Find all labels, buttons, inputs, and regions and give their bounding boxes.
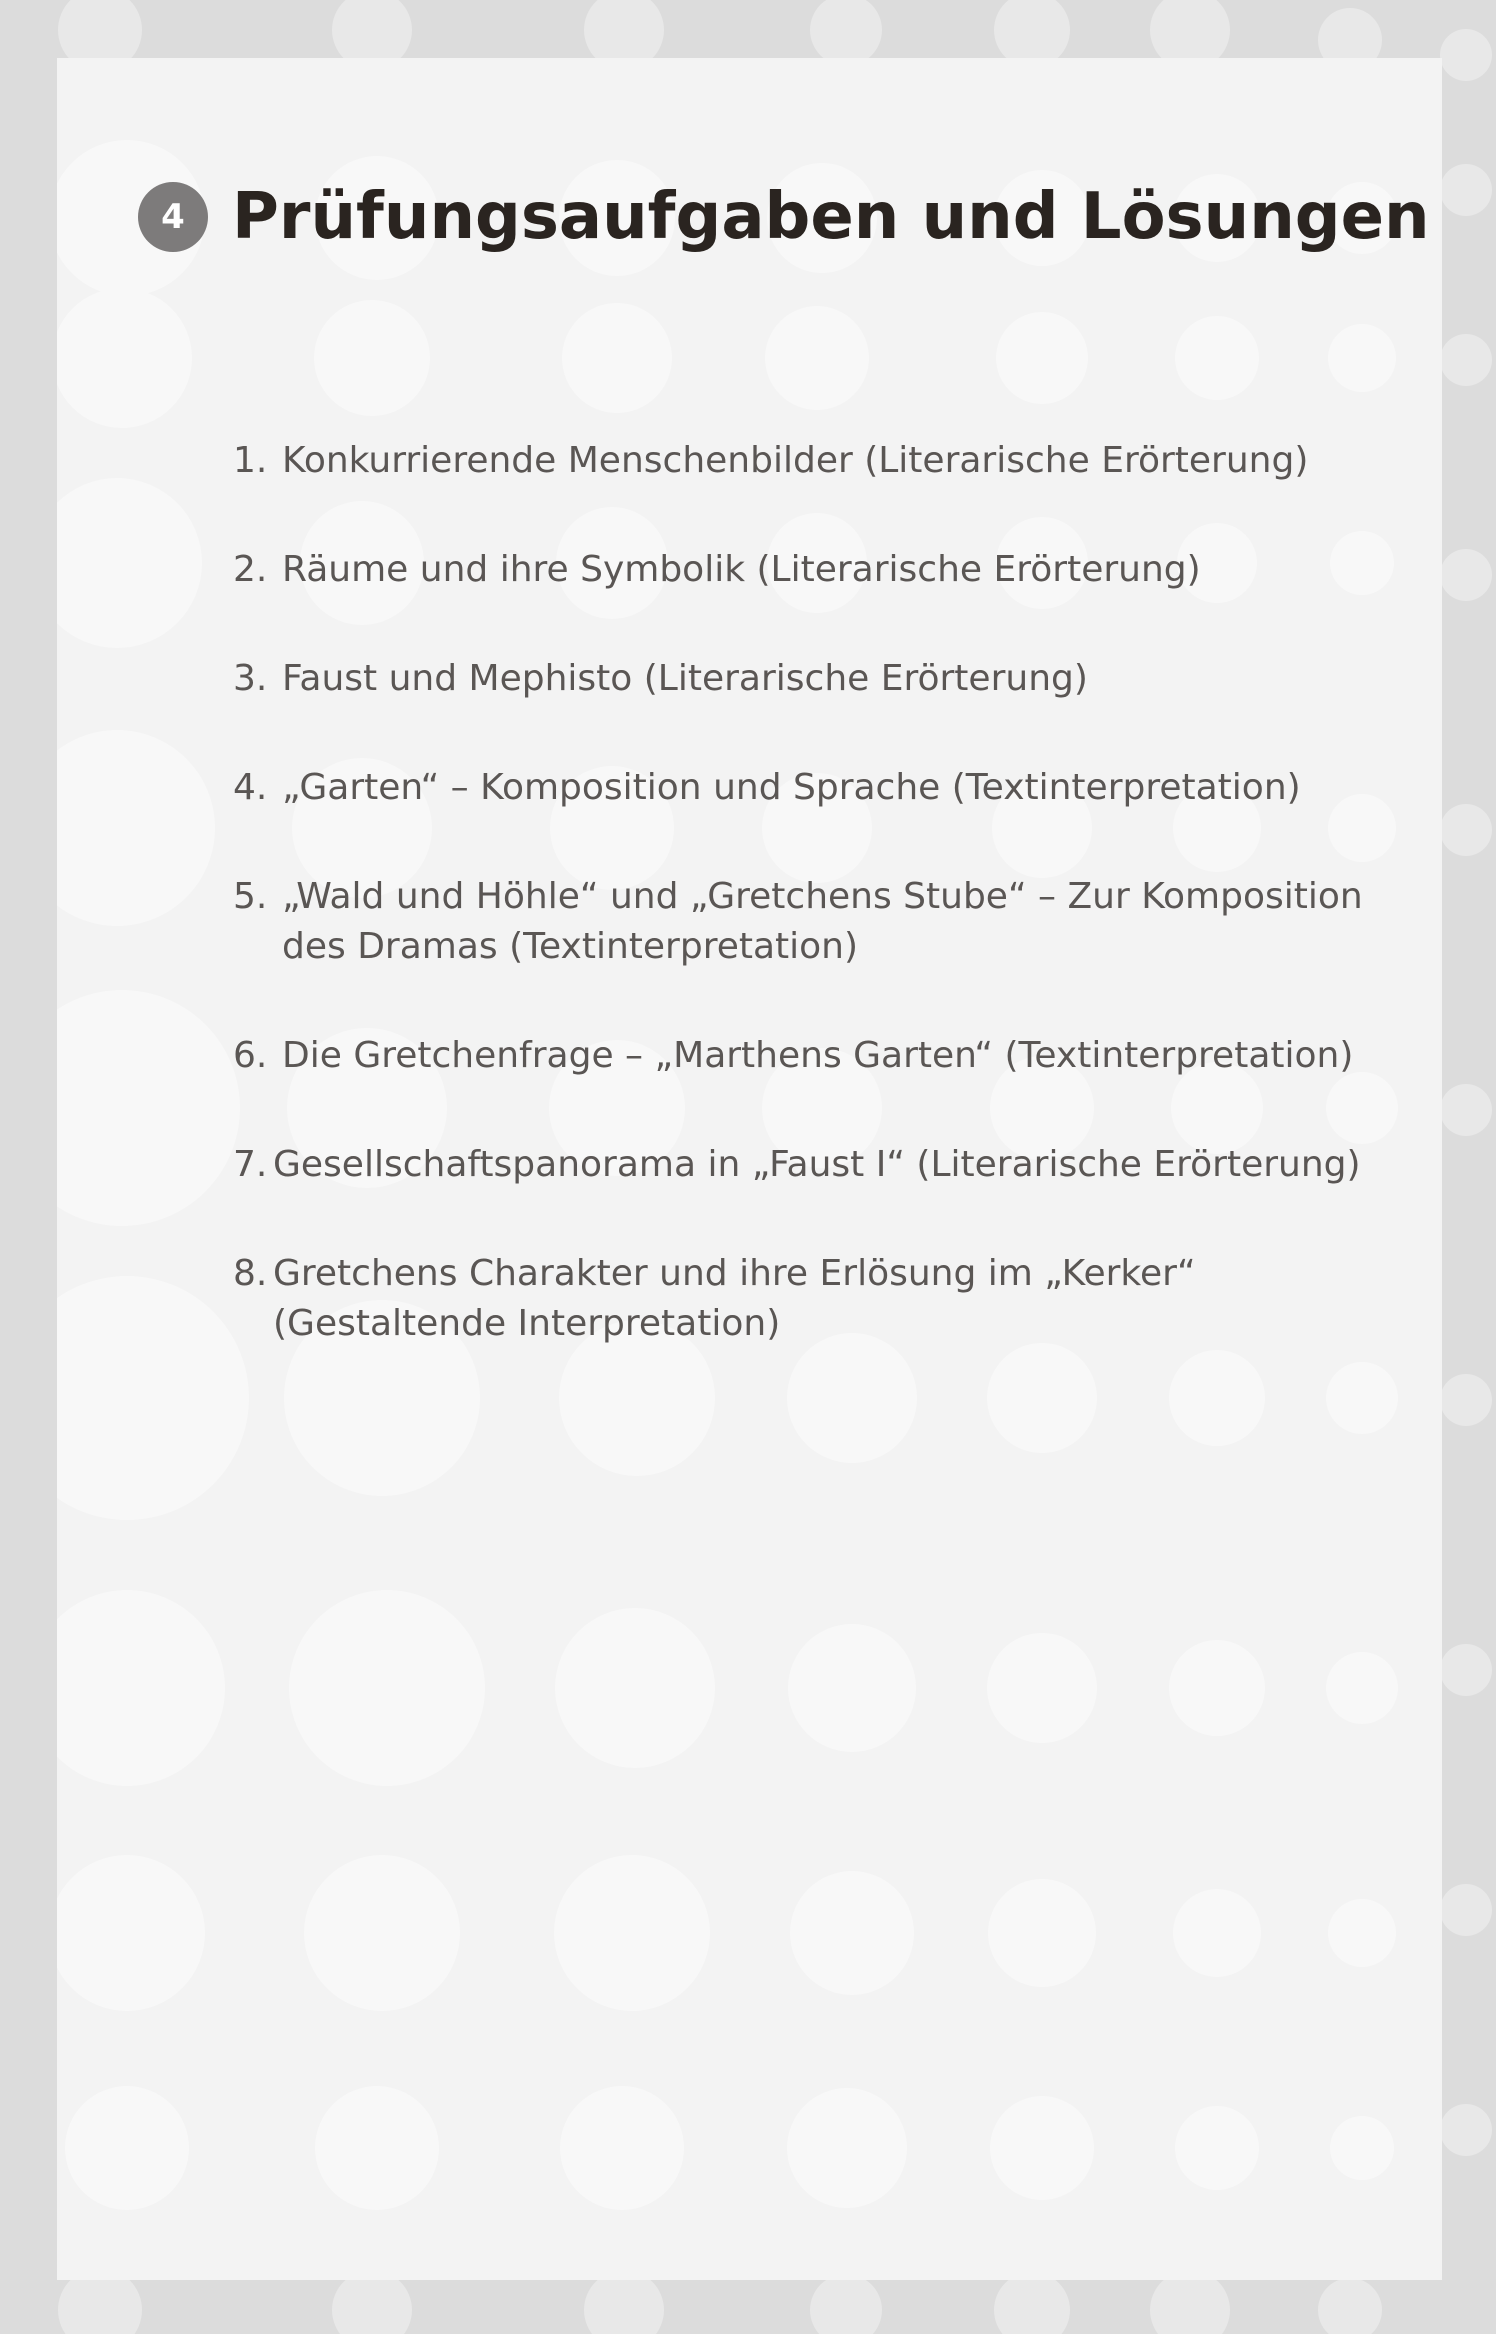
task-number: 8. bbox=[233, 1253, 268, 1294]
task-number: 4. bbox=[233, 767, 268, 808]
task-number: 1. bbox=[233, 440, 268, 481]
task-number: 6. bbox=[233, 1035, 268, 1076]
task-text: Gesellschaftspanorama in „Faust I“ (Literarische Erörterung) bbox=[273, 1144, 1361, 1185]
chapter-header bbox=[138, 180, 1430, 254]
task-list bbox=[233, 436, 1393, 1408]
task-item bbox=[233, 1249, 1393, 1349]
task-number: 3. bbox=[233, 658, 268, 699]
task-text: Gretchens Charakter und ihre Erlösung im „Kerker“ (Gestaltende Interpretation) bbox=[273, 1253, 1196, 1344]
page-card bbox=[57, 58, 1442, 2280]
task-item bbox=[233, 654, 1393, 704]
task-item bbox=[233, 763, 1393, 813]
task-text: Die Gretchenfrage – „Marthens Garten“ (Textinterpretation) bbox=[282, 1035, 1354, 1076]
task-item bbox=[233, 545, 1393, 595]
task-number: 7. bbox=[233, 1144, 268, 1185]
task-text: „Garten“ – Komposition und Sprache (Textinterpretation) bbox=[282, 767, 1301, 808]
task-text: „Wald und Höhle“ und „Gretchens Stube“ – Zur Komposition des Dramas (Textinterpretation) bbox=[282, 876, 1363, 967]
task-item bbox=[233, 872, 1393, 972]
task-item bbox=[233, 1140, 1393, 1190]
chapter-number-badge: 4 bbox=[138, 182, 208, 252]
task-number: 5. bbox=[233, 876, 268, 917]
task-item bbox=[233, 436, 1393, 486]
task-item bbox=[233, 1031, 1393, 1081]
task-number: 2. bbox=[233, 549, 268, 590]
task-text: Konkurrierende Menschenbilder (Literarische Erörterung) bbox=[282, 440, 1309, 481]
task-text: Faust und Mephisto (Literarische Erörterung) bbox=[282, 658, 1088, 699]
task-text: Räume und ihre Symbolik (Literarische Erörterung) bbox=[282, 549, 1201, 590]
chapter-title: Prüfungsaufgaben und Lösungen bbox=[232, 180, 1430, 254]
